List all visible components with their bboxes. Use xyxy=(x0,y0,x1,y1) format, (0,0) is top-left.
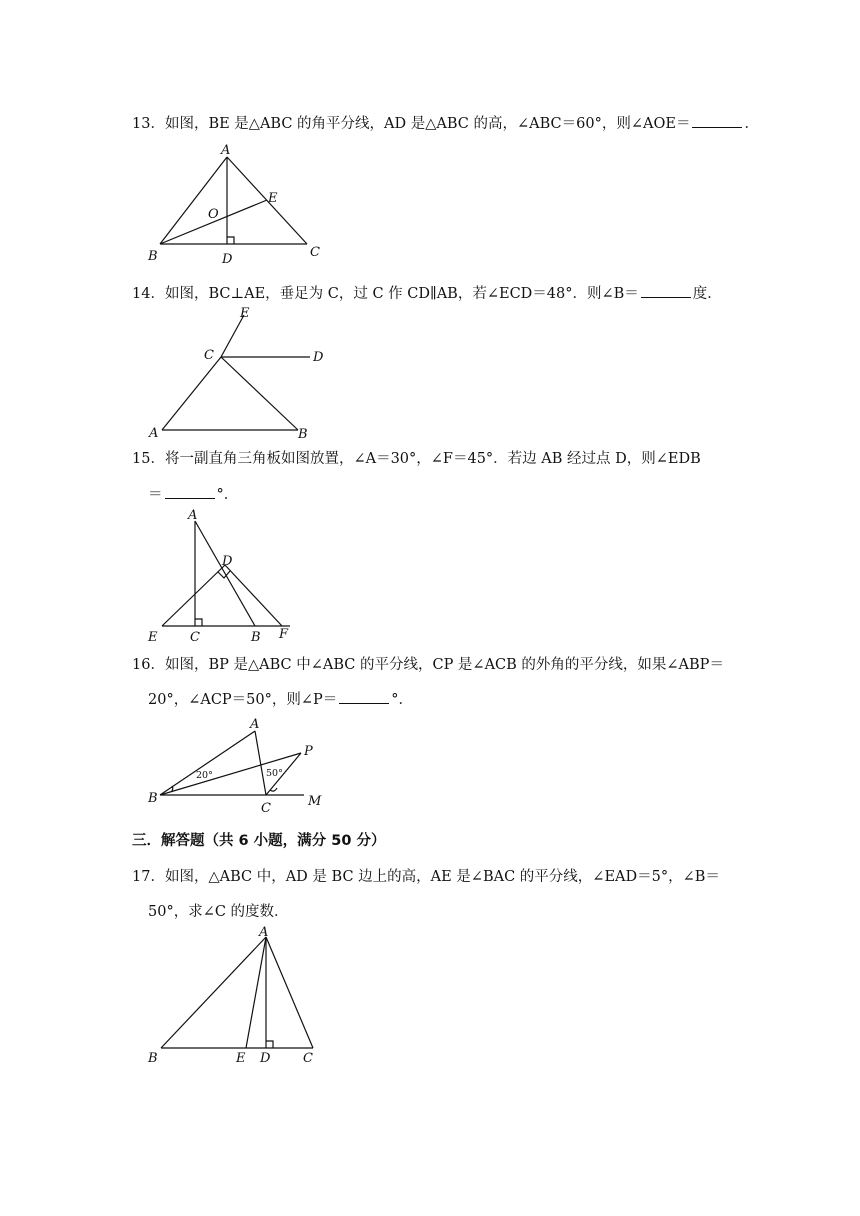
q17-line2: 50°，求∠C 的度数． xyxy=(148,904,289,920)
q13-label-C: C xyxy=(310,245,320,260)
q15-label-C: C xyxy=(190,630,200,645)
q15-figure xyxy=(140,505,320,645)
q16-label-C: C xyxy=(261,801,271,816)
q17-figure xyxy=(140,920,340,1070)
q17-label-E: E xyxy=(236,1051,246,1066)
q14-question: 14．如图，BC⊥AE，垂足为 C，过 C 作 CD∥AB，若∠ECD＝48°．则∠B＝ xyxy=(132,286,639,302)
q15-label-F: F xyxy=(279,627,289,642)
q13-label-A: A xyxy=(221,143,231,158)
q16-angle-50: 50° xyxy=(266,768,283,779)
q15-label-E: E xyxy=(148,630,158,645)
q14-label-D: D xyxy=(313,350,324,365)
q16-label-P: P xyxy=(304,744,313,759)
q16-angle-20: 20° xyxy=(196,770,213,781)
q13-label-D: D xyxy=(222,252,233,267)
q15-answer-blank[interactable] xyxy=(165,484,215,499)
q15-line2-start: ＝ xyxy=(148,487,163,503)
q15-text xyxy=(132,449,701,469)
q15-question: 15．将一副直角三角板如图放置，∠A＝30°，∠F＝45°．若边 AB 经过点 D，则∠EDB xyxy=(132,451,701,467)
q15-label-D: D xyxy=(222,554,233,569)
q15-end: °． xyxy=(216,487,239,503)
q16-question: 16．如图，BP 是△ABC 中∠ABC 的平分线，CP 是∠ACB 的外角的平分线，如果∠ABP＝ xyxy=(132,657,724,673)
q16-line2-start: 20°，∠ACP＝50°，则∠P＝ xyxy=(148,692,338,708)
q16-text xyxy=(132,655,724,675)
q17-text xyxy=(132,867,720,887)
q13-answer-blank[interactable] xyxy=(692,113,742,128)
q13-end: ． xyxy=(744,116,759,132)
q14-figure xyxy=(140,305,340,440)
q13-label-O: O xyxy=(208,207,219,222)
q17-label-A: A xyxy=(259,925,269,940)
q13-label-E: E xyxy=(268,191,278,206)
q14-label-E: E xyxy=(240,306,250,321)
q17-label-D: D xyxy=(260,1051,271,1066)
q13-figure xyxy=(140,140,340,270)
q17-label-B: B xyxy=(148,1051,158,1066)
q14-label-A: A xyxy=(149,426,159,441)
q17-text-line2 xyxy=(148,902,289,922)
q14-label-B: B xyxy=(298,427,308,442)
q14-text xyxy=(132,283,722,304)
q16-text-line2 xyxy=(148,689,413,710)
q16-answer-blank[interactable] xyxy=(339,689,389,704)
section-3-title: 三．解答题（共 6 小题，满分 50 分） xyxy=(132,833,386,849)
section-3-heading xyxy=(132,831,385,851)
q13-question: 13．如图，BE 是△ABC 的角平分线，AD 是△ABC 的高，∠ABC＝60°，则∠AOE＝ xyxy=(132,116,691,132)
q16-label-B: B xyxy=(148,791,158,806)
q14-label-C: C xyxy=(204,348,214,363)
q16-end: °． xyxy=(391,692,414,708)
q14-answer-blank[interactable] xyxy=(641,283,691,298)
q16-label-A: A xyxy=(250,717,260,732)
q17-label-C: C xyxy=(303,1051,313,1066)
q13-label-B: B xyxy=(148,249,158,264)
q16-figure xyxy=(140,715,340,820)
q17-question: 17．如图，△ABC 中，AD 是 BC 边上的高，AE 是∠BAC 的平分线，∠EAD＝5°，∠B＝ xyxy=(132,869,720,885)
q15-text-line2 xyxy=(148,484,238,505)
q14-end: 度． xyxy=(692,286,722,302)
q15-label-B: B xyxy=(251,630,261,645)
q16-label-M: M xyxy=(308,794,322,809)
q15-label-A: A xyxy=(188,508,198,523)
q13-text xyxy=(132,113,759,134)
